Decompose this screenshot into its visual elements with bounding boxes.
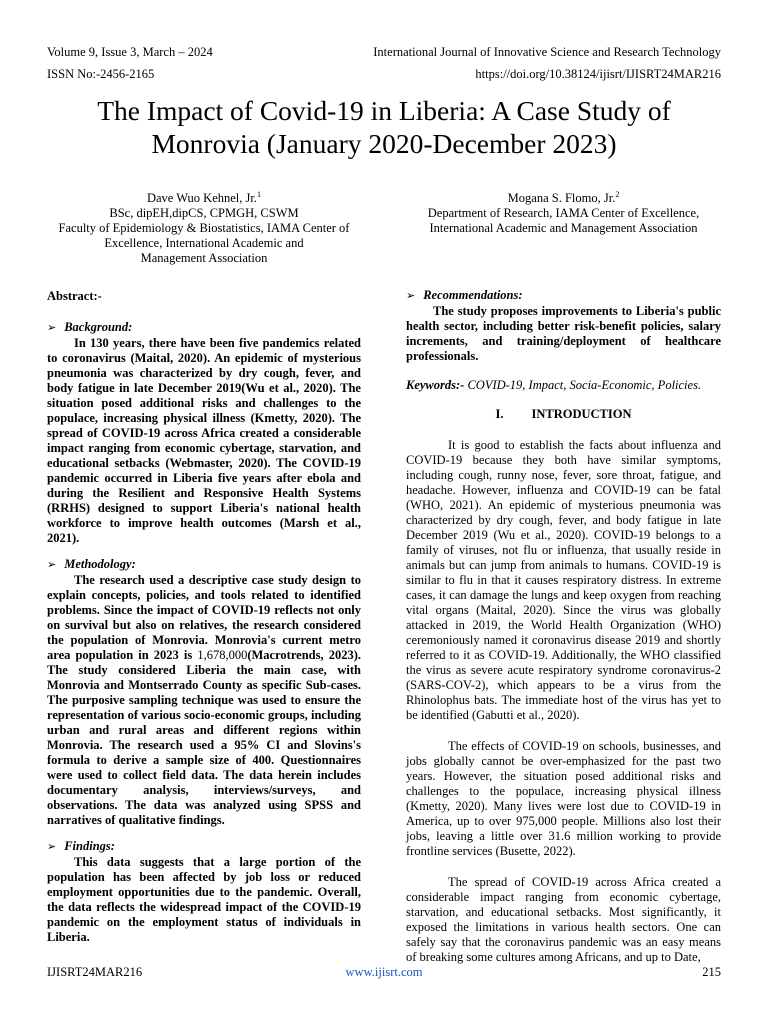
- author-1-name: Dave Wuo Kehnel, Jr.: [146, 191, 257, 206]
- introduction-heading: [406, 407, 721, 422]
- page-number: 215: [702, 965, 721, 979]
- footer-paper-id: IJISRT24MAR216: [47, 965, 143, 979]
- doi-link[interactable]: https://doi.org/10.38124/ijisrt/IJISRT24MAR216: [475, 67, 721, 81]
- title-line-1: The Impact of Covid-19 in Liberia: A Case Study of: [97, 95, 671, 126]
- journal-name: International Journal of Innovative Science and Research Technology: [373, 45, 721, 59]
- recommendations-text: The study proposes improvements to Liberia's public health sector, including better risk-benefit policies, salary increments, and training/deployment of healthcare professionals.: [406, 304, 721, 363]
- methodology-text-c: (Macrotrends, 2023). The study considered Liberia the main case, with Monrovia and Montserrado County as specific Sub-cases. The purposive sampling technique was used to ensure the representation of various socio-economic groups, including urban and rural areas and different regions within Monrovia. The research used a 95% CI and Slovins's formula to derive a sample size of 400. Questionnaires were used to collect field data. The data herein includes documentary analysis, interviews/surveys, and observations. The data was analyzed using SPSS and narratives of qualitative findings.: [47, 648, 361, 827]
- methodology-population: 1,678,000: [197, 648, 248, 662]
- intro-paragraph-2: The effects of COVID-19 on schools, businesses, and jobs globally cannot be over-emphasized for the past two years. However, the situation posed additional risks and challenges to the populace, increasing physical illness (Kmetty, 2020). Many lives were lost due to COVID-19 in America, up to over 975,000 people. Millions also lost their jobs, leaving a little over 31.6 million working to provide frontline services (Busette, 2022).: [406, 739, 721, 858]
- methodology-text-a: The research used a descriptive case study design to explain concepts, policies, and tools related to identified problems. Since the impact of COVID-19 reflects not only on survival but also on relatives, the research considered the population of Monrovia. Monrovia's current metro area population in 2023 is: [47, 573, 361, 662]
- paper-title: [30, 94, 738, 160]
- abstract-column: [47, 289, 361, 945]
- author-1-sup: 1: [257, 190, 261, 199]
- abstract-label: Abstract:-: [47, 289, 102, 303]
- author-2-name: Mogana S. Flomo, Jr.: [507, 191, 616, 206]
- arrow-bullet-icon: ➢: [406, 290, 416, 302]
- findings-heading: [47, 839, 361, 855]
- author-2-affiliation-2: International Academic and Management Association: [429, 221, 698, 236]
- background-label: Background:: [64, 320, 133, 334]
- volume-info: Volume 9, Issue 3, March – 2024: [47, 45, 213, 59]
- findings-text: This data suggests that a large portion of the population has been affected by job loss or reduced employment opportunities due to the pandemic. Overall, the data reflects the widespread impact of the COVID-19 pandemic on the employment status of individuals in Liberia.: [47, 855, 361, 944]
- arrow-bullet-icon: ➢: [47, 559, 57, 571]
- keywords-label: Keywords:-: [406, 378, 465, 392]
- author-1-degrees: BSc, dipEH,dipCS, CPMGH, CSWM: [109, 206, 299, 221]
- author-block-1: [47, 187, 361, 266]
- intro-paragraph-3: The spread of COVID-19 across Africa created a considerable impact ranging from economic cybertage, starvation, and educational setbacks. Most significantly, it exposed the limitations in various health sectors. One can safely say that the coronavirus pandemic was an easy means of breaking some cultures among Africans, and up to Date,: [406, 875, 721, 964]
- title-line-2: Monrovia (January 2020-December 2023): [151, 128, 617, 159]
- intro-paragraph-1: It is good to establish the facts about influenza and COVID-19 because they both have similar symptoms, including cough, runny nose, fever, sore throat, fatigue, and headache. However, influenza and COVID-19 can be fatal (WHO, 2021). An epidemic of mysterious pneumonia was characterized by dry cough, fever, and body fatigue in late December 2019 (Wu et al., 2020). COVID-19 belongs to a family of viruses, not flu or influenza, that usually reside in animals but can jump from animals to humans. COVID-19 is similar to flu in that it causes respiratory distress. In extreme cases, it can damage the lungs and keep oxygen from reaching vital organs (Maital, 2020). Since the virus was globally attacked in 2019, the World Health Organization (WHO) ceremoniously named it coronavirus disease 2019 and shortly referred to it as COVID-19. Additionally, the WHO classified the virus as severe acute respiratory syndrome coronavirus-2 (SARS-COV-2), which appears to be a virus from the Rhinolophus bats. The immediate host of the virus has yet to be identified (Gabutti et al., 2020).: [406, 438, 721, 722]
- methodology-heading: [47, 557, 361, 573]
- author-2-affiliation-1: Department of Research, IAMA Center of Excellence,: [427, 206, 700, 221]
- arrow-bullet-icon: ➢: [47, 322, 57, 334]
- background-heading: [47, 320, 361, 336]
- methodology-label: Methodology:: [64, 557, 136, 571]
- footer-url-link[interactable]: www.ijisrt.com: [345, 965, 423, 979]
- arrow-bullet-icon: ➢: [47, 841, 57, 853]
- issn: ISSN No:-2456-2165: [47, 67, 155, 81]
- recommendations-label: Recommendations:: [423, 288, 523, 302]
- methodology-text: [47, 573, 361, 828]
- background-text: In 130 years, there have been five pandemics related to coronavirus (Maital, 2020). An epidemic of mysterious pneumonia was characterized by dry cough, fever, and body fatigue in late December 2019(Wu et al., 2020). The situation posed additional risks and challenges to the populace, increasing physical illness (Kmetty, 2020). The spread of COVID-19 across Africa created a considerable impact ranging from economic cybertage, starvation, and educational setbacks (Webmaster, 2020). The COVID-19 pandemic occurred in Liberia five years after ebola and during the Resilient and Responsive Health Systems (RRHS) designed to support Liberia's national health workforce to improve health outcomes (Marsh et al., 2021).: [47, 336, 361, 545]
- author-2-sup: 2: [615, 190, 620, 199]
- keywords-text: COVID-19, Impact, Socia-Economic, Policies.: [467, 378, 702, 392]
- section-title: INTRODUCTION: [531, 407, 632, 421]
- right-column: [406, 288, 721, 965]
- keywords-line: [406, 378, 721, 393]
- author-block-2: [406, 187, 721, 236]
- section-number: I.: [495, 407, 504, 421]
- author-1-affiliation-3: Management Association: [140, 251, 268, 266]
- author-1-affiliation-1: Faculty of Epidemiology & Biostatistics, IAMA Center of: [58, 221, 350, 236]
- author-1-affiliation-2: Excellence, International Academic and: [104, 236, 304, 251]
- findings-label: Findings:: [64, 839, 115, 853]
- recommendations-heading: [406, 288, 721, 304]
